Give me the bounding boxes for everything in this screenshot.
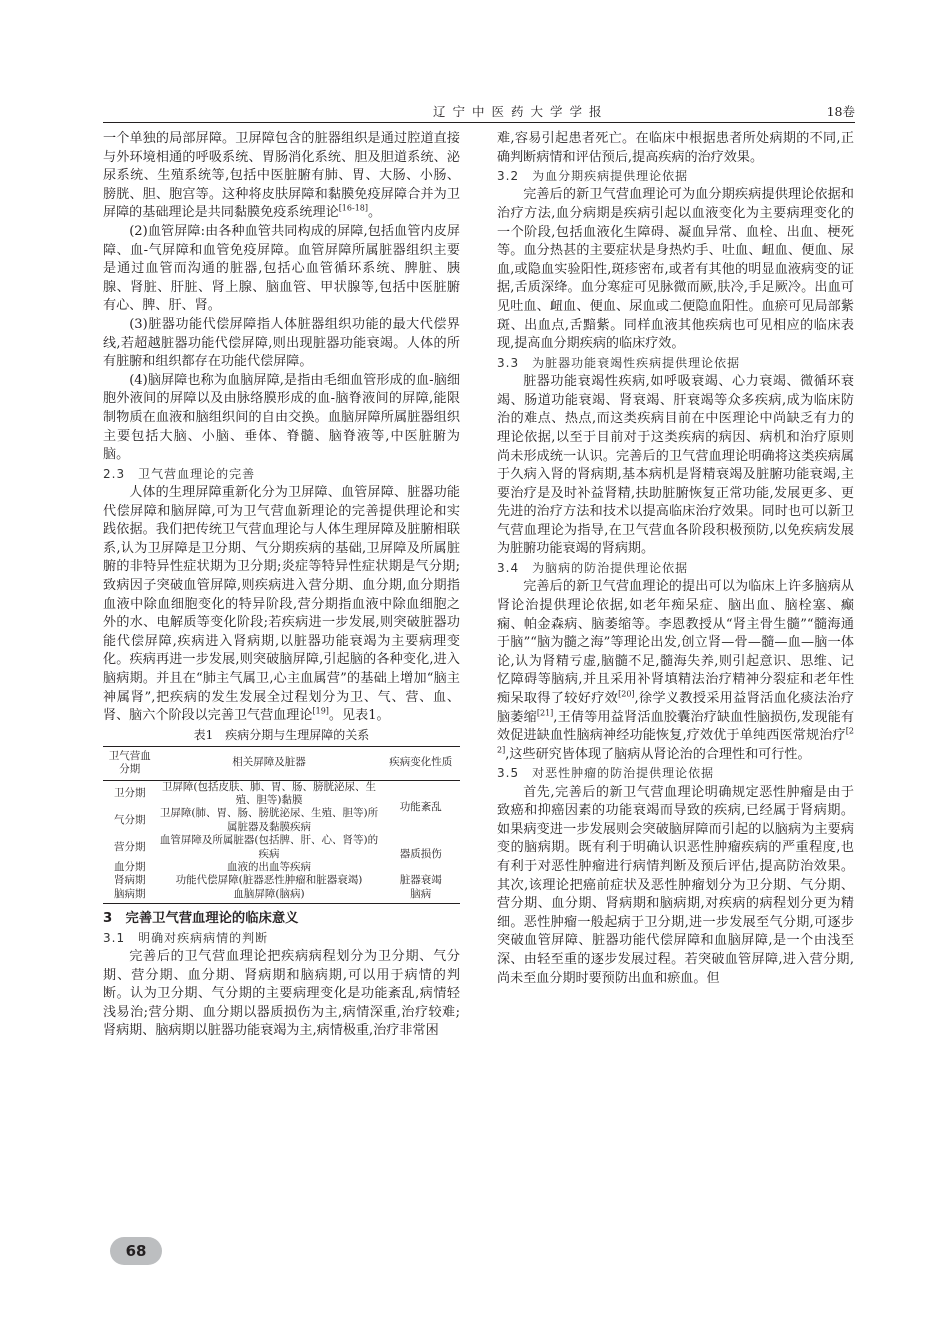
citation[interactable]: [20] bbox=[618, 689, 635, 699]
volume-label: 18卷 bbox=[826, 104, 855, 119]
table-header-row bbox=[103, 746, 460, 780]
header-rule bbox=[103, 122, 855, 123]
table-cell: 血液的出血等疾病 bbox=[227, 860, 311, 873]
left-column bbox=[103, 130, 460, 1041]
table-header: 疾病变化性质 bbox=[381, 746, 460, 780]
citation[interactable]: [19] bbox=[312, 706, 329, 716]
table-cell: 肾病期 bbox=[114, 874, 146, 887]
running-header bbox=[103, 98, 855, 124]
table-cell: 功能代偿屏障(脏器恶性肿瘤和脏器衰竭) bbox=[175, 874, 363, 887]
paragraph: 完善后的新卫气营血理论的提出可以为临床上许多脑病从肾论治提供理论依据,如老年痴呆症、脑出血、脑栓塞、癫痫、帕金森病、脑萎缩等。李恩教授从“肾主骨生髓”“髓海通于脑”“脑为髓之海”等理论出发,创立肾—骨—髓—血—脑一体论,认为肾精亏虚,脑髓不足,髓海失养,则引起意识、思维、记忆障碍等脑病,并且采用补肾填精法治疗精神分裂症和老年性痴呆取得了较好疗效[20],徐学义教授采用益肾活血化痰法治疗脑萎缩[21],王倩等用益肾活血胶囊治疗缺血性脑损伤,发现能有效促进缺血性脑病神经功能恢复,疗效优于单纯西医常规治疗[22],这些研究皆体现了脑病从肾论治的合理性和可行性。 bbox=[497, 579, 855, 762]
citation[interactable]: [16-18] bbox=[338, 204, 368, 214]
paragraph: 一个单独的局部屏障。卫屏障包含的脏器组织是通过腔道直接与外环境相通的呼吸系统、胃肠消化系统、胆及胆道系统、泌尿系统、生殖系统等,包括中医脏腑有肺、胃、大肠、小肠、膀胱、胆、胞宫等。这种将皮肤屏障和黏膜免疫屏障合并为卫屏障的基础理论是共同黏膜免疫系统理论[16-18]。 bbox=[103, 131, 460, 221]
section-heading: 3.5 对恶性肿瘤的防治提供理论依据 bbox=[497, 766, 715, 781]
table-cell: 脏器衰竭 bbox=[399, 874, 442, 887]
section-title: 3 完善卫气营血理论的临床意义 bbox=[103, 911, 299, 927]
citation[interactable]: [21] bbox=[536, 708, 554, 718]
table-row bbox=[103, 780, 460, 807]
paragraph: 完善后的新卫气营血理论可为血分期疾病提供理论依据和治疗方法,血分病期是疾病引起以血液变化为主要病理变化的一个阶段,包括血液化生障碍、凝血异常、血栓、出血、梗死等。血分热甚的主要症状是身热灼手、吐血、衄血、便血、尿血,或隐血实验阳性,斑疹密布,或者有其他的明显血液病变的证据,舌质深绛。血分寒症可见脉微而厥,肤冷,手足厥冷。出血可见吐血、衄血、便血、尿血或二便隐血阳性。血瘀可见局部紫斑、出血点,舌黯紫。同样血液其他疾病也可见相应的临床表现,提高血分期疾病的临床疗效。 bbox=[497, 187, 854, 352]
citation[interactable]: [22] bbox=[497, 726, 854, 755]
paragraph: 人体的生理屏障重新化分为卫屏障、血管屏障、脏器功能代偿屏障和脑屏障,可为卫气营血新理论的完善提供理论和实践依据。我们把传统卫气营血理论与人体生理屏障及脏腑相联系,认为卫屏障是卫分期、气分期疾病的基础,卫屏障及所属脏腑的非特异性症状期为卫分期;炎症等特异性症状期是气分期;致病因子突破血管屏障,则疾病进入营分期、血分期,血分期指血液中除血细胞变化的特异阶段,营分期指血液中除血细胞之外的水、电解质等变化阶段;若疾病进一步发展,则突破脏器功能代偿屏障,疾病进入肾病期,以脏器功能衰竭为主要病理变化。疾病再进一步发展,则突破脑屏障,引起脑的各种变化,进入脑病期。并且在“肺主气属卫,心主血属营”的基础上增加“脑主神属肾”,把疾病的发生发展全过程划分为卫、气、营、血、肾、脑六个阶段以完善卫气营血理论[19]。见表1。 bbox=[103, 484, 460, 724]
paragraph: (3)脏器功能代偿屏障指人体脏器组织功能的最大代偿界线,若超越脏器功能代偿屏障,则出现脏器功能衰竭。人体的所有脏腑和组织都存在功能代偿屏障。 bbox=[103, 316, 460, 370]
paragraph: 难,容易引起患者死亡。在临床中根据患者所处病期的不同,正确判断病情和评估预后,提高疾病的治疗效果。 bbox=[497, 131, 854, 165]
paragraph: 完善后的卫气营血理论把疾病病程划分为卫分期、气分期、营分期、血分期、肾病期和脑病期,可以用于病情的判断。认为卫分期、气分期的主要病理变化是功能紊乱,病情轻浅易治;营分期、血分期以器质损伤为主,病情深重,治疗较难;肾病期、脑病期以脏器功能衰竭为主,病情极重,治疗非常困 bbox=[103, 949, 460, 1039]
stage-table bbox=[103, 746, 460, 904]
table-caption: 表1 疾病分期与生理屏障的关系 bbox=[193, 727, 370, 742]
section-heading: 3.4 为脑病的防治提供理论依据 bbox=[497, 561, 689, 576]
table-header: 相关屏障及脏器 bbox=[157, 746, 382, 780]
table-cell: 营分期 bbox=[114, 840, 146, 853]
table-cell: 脑病 bbox=[381, 888, 460, 904]
table-row bbox=[103, 888, 460, 904]
paragraph: (4)脑屏障也称为血脑屏障,是指由毛细血管形成的血-脑细胞外液间的屏障以及由脉络膜形成的血-脑脊液间的屏障,能限制物质在血液和脑组织间的自由交换。血脑屏障所属脏器组织主要包括大脑、小脑、垂体、脊髓、脑脊液等,中医脏腑为脑。 bbox=[103, 372, 460, 463]
right-column bbox=[497, 130, 854, 988]
page-number: 68 bbox=[110, 1237, 162, 1265]
table-cell: 血管屏障及所属脏器(包括脾、肝、心、肾等)的疾病 bbox=[159, 834, 379, 860]
paragraph: 脏器功能衰竭性疾病,如呼吸衰竭、心力衰竭、微循环衰竭、肠道功能衰竭、肾衰竭、肝衰竭等众多疾病,成为临床防治的难点、热点,而这类疾病目前在中医理论中尚缺乏有力的理论依据,以至于目前对于这类疾病的病因、病机和治疗原则尚未形成统一认识。完善后的卫气营血理论明确将这类疾病属于久病入肾的肾病期,基本病机是肾精衰竭及脏腑功能衰竭,主要治疗是及时补益肾精,扶助脏腑恢复正常功能,发展更多、更先进的治疗方法和技术以提高临床治疗效果。同时也可以新卫气营血理论为指导,在卫气营血各阶段积极预防,以免疾病发展为脏腑功能衰竭的肾病期。 bbox=[497, 374, 854, 557]
journal-title: 辽宁中医药大学学报 bbox=[433, 104, 609, 119]
section-heading: 3.2 为血分期疾病提供理论依据 bbox=[497, 169, 689, 184]
table-cell: 脑病期 bbox=[103, 888, 157, 904]
table-cell: 器质损伤 bbox=[399, 847, 442, 860]
paragraph: (2)血管屏障:由各种血管共同构成的屏障,包括血管内皮屏障、血-气屏障和血管免疫屏障。血管屏障所属脏器组织主要是通过血管而沟通的脏器,包括心血管循环系统、脾脏、胰腺、肾脏、肝脏、肾上腺、脑血管、甲状腺等,包括中医脏腑有心、脾、肝、肾。 bbox=[103, 223, 460, 314]
table-header: 卫气营血分期 bbox=[103, 746, 157, 780]
table-cell: 气分期 bbox=[114, 814, 146, 827]
table-cell: 卫屏障(肺、胃、肠、膀胱泌尿、生殖、胆等)所属脏器及黏膜疾病 bbox=[159, 807, 379, 833]
table-cell: 功能紊乱 bbox=[399, 800, 442, 813]
paragraph: 首先,完善后的新卫气营血理论明确规定恶性肿瘤是由于致癌和抑癌因素的功能衰竭而导致的疾病,已经属于肾病期。如果病变进一步发展则会突破脑屏障而引起的以脑病为主要病变的脑病期。既有利于明确认识恶性肿瘤疾病的严重程度,也有利于对恶性肿瘤进行病情判断及预后评估,提高防治效果。其次,该理论把癌前症状及恶性肿瘤划分为卫分期、气分期、营分期、血分期、肾病期和脑病期,对疾病的病程划分更为精细。恶性肿瘤一般起病于卫分期,进一步发展至气分期,可逐步突破血管屏障、脏器功能代偿屏障和血脑屏障,是一个由浅至深、由轻至重的逐步发展过程。若突破血管屏障,进入营分期,尚未至血分期时要预防出血和瘀血。但 bbox=[497, 784, 854, 986]
table-row bbox=[103, 874, 460, 887]
table-cell: 血分期 bbox=[114, 860, 146, 873]
table-row bbox=[103, 834, 460, 861]
table-cell: 卫分期 bbox=[114, 787, 146, 800]
table-cell: 血脑屏障(脑病) bbox=[157, 888, 382, 904]
section-heading: 3.3 为脏器功能衰竭性疾病提供理论依据 bbox=[497, 355, 741, 370]
section-heading: 3.1 明确对疾病病情的判断 bbox=[103, 930, 269, 945]
table-cell: 卫屏障(包括皮肤、肺、胃、肠、膀胱泌尿、生殖、胆等)黏膜 bbox=[161, 780, 377, 806]
section-heading: 2.3 卫气营血理论的完善 bbox=[103, 466, 256, 481]
